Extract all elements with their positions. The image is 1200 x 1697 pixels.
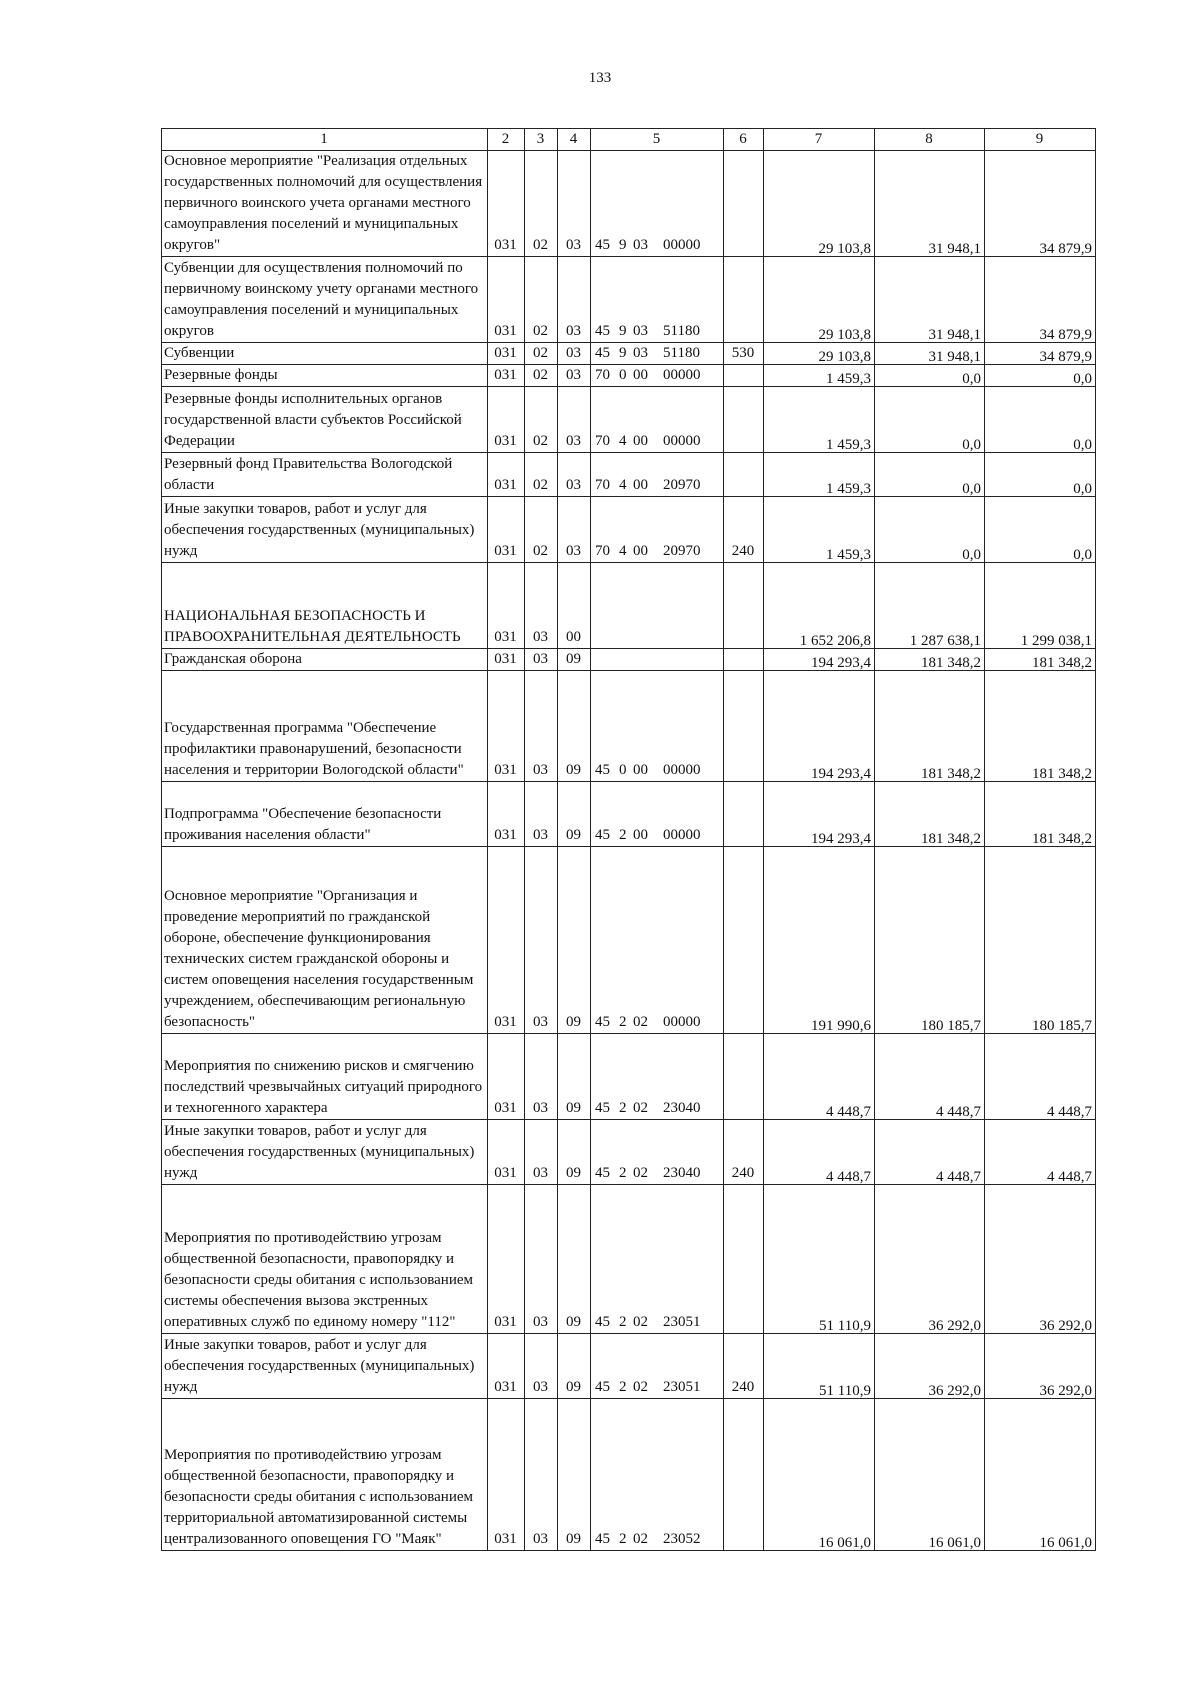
row-admin-code-cell: 031 — [488, 497, 525, 563]
row-amount-year1-cell — [764, 649, 875, 671]
target-code-part: 2 — [619, 1165, 627, 1181]
target-code-part: 00000 — [663, 237, 701, 253]
row-name-cell: Резервный фонд Правительства Вологодской области — [162, 453, 488, 497]
row-name-cell: Государственная программа "Обеспечение профилактики правонарушений, безопасности населения и территории Вологодской области" — [162, 671, 488, 782]
row-amount-year1-cell — [764, 847, 875, 1034]
row-target-code-cell — [591, 847, 724, 1034]
amount-value: 36 292,0 — [928, 1318, 981, 1334]
row-target-code-cell — [591, 365, 724, 387]
row-expense-type-cell — [724, 1034, 764, 1120]
row-admin-code-cell: 031 — [488, 343, 525, 365]
row-subsection-cell: 03 — [558, 257, 591, 343]
target-code-part: 4 — [619, 433, 627, 449]
amount-value: 0,0 — [962, 547, 981, 563]
row-name-cell: Резервные фонды — [162, 365, 488, 387]
row-amount-year2-cell — [875, 453, 985, 497]
row-target-code-cell — [591, 343, 724, 365]
amount-value: 0,0 — [1073, 437, 1092, 453]
row-amount-year3-cell — [985, 847, 1096, 1034]
row-name-cell: Резервные фонды исполнительных органов государственной власти субъектов Российской Федерации — [162, 387, 488, 453]
row-amount-year2-cell — [875, 497, 985, 563]
header-col-5: 5 — [591, 129, 724, 151]
row-amount-year3-cell — [985, 343, 1096, 365]
amount-value: 16 061,0 — [818, 1535, 871, 1551]
row-expense-type-cell — [724, 1185, 764, 1334]
row-expense-type-cell: 240 — [724, 1120, 764, 1185]
table-body — [162, 129, 1096, 1551]
row-amount-year3-cell — [985, 151, 1096, 257]
row-amount-year1-cell — [764, 563, 875, 649]
table-row — [162, 847, 1096, 1034]
row-amount-year3-cell — [985, 365, 1096, 387]
target-code-part: 4 — [619, 543, 627, 559]
row-amount-year1-cell — [764, 671, 875, 782]
row-amount-year3-cell — [985, 497, 1096, 563]
row-amount-year2-cell — [875, 847, 985, 1034]
table-header-row — [162, 129, 1096, 151]
target-code-part: 0 — [619, 367, 627, 383]
row-target-code-cell — [591, 1399, 724, 1551]
row-amount-year1-cell — [764, 782, 875, 847]
row-subsection-cell: 09 — [558, 1334, 591, 1399]
row-amount-year3-cell — [985, 1120, 1096, 1185]
row-amount-year1-cell — [764, 453, 875, 497]
amount-value: 1 459,3 — [826, 547, 871, 563]
row-expense-type-cell — [724, 847, 764, 1034]
target-code-part: 9 — [619, 345, 627, 361]
amount-value: 31 948,1 — [928, 327, 981, 343]
target-code-part: 00 — [633, 762, 648, 778]
table-row — [162, 151, 1096, 257]
row-subsection-cell: 03 — [558, 343, 591, 365]
table-row — [162, 343, 1096, 365]
row-section-cell: 03 — [525, 1399, 558, 1551]
row-target-code-cell — [591, 649, 724, 671]
table-row — [162, 497, 1096, 563]
amount-value: 4 448,7 — [1047, 1104, 1092, 1120]
target-code-part: 00000 — [663, 433, 701, 449]
target-code-part: 02 — [633, 1379, 648, 1395]
row-amount-year1-cell — [764, 387, 875, 453]
target-code-part: 00 — [633, 477, 648, 493]
row-admin-code-cell: 031 — [488, 649, 525, 671]
row-subsection-cell: 03 — [558, 365, 591, 387]
row-target-code-cell — [591, 782, 724, 847]
row-amount-year1-cell — [764, 1034, 875, 1120]
row-subsection-cell: 09 — [558, 782, 591, 847]
row-amount-year2-cell — [875, 365, 985, 387]
amount-value: 4 448,7 — [936, 1104, 981, 1120]
target-code-part: 2 — [619, 1531, 627, 1547]
amount-value: 51 110,9 — [819, 1383, 871, 1399]
row-amount-year3-cell — [985, 782, 1096, 847]
row-amount-year3-cell — [985, 563, 1096, 649]
target-code-part: 23051 — [663, 1314, 701, 1330]
row-amount-year1-cell — [764, 497, 875, 563]
row-admin-code-cell: 031 — [488, 1185, 525, 1334]
target-code-part: 23052 — [663, 1531, 701, 1547]
row-amount-year3-cell — [985, 1034, 1096, 1120]
row-subsection-cell: 03 — [558, 151, 591, 257]
amount-value: 29 103,8 — [818, 241, 871, 257]
target-code-part: 03 — [633, 237, 648, 253]
row-target-code-cell — [591, 1185, 724, 1334]
target-code-part: 9 — [619, 237, 627, 253]
row-expense-type-cell — [724, 671, 764, 782]
target-code-part: 2 — [619, 1314, 627, 1330]
row-amount-year3-cell — [985, 1399, 1096, 1551]
table-row — [162, 365, 1096, 387]
target-code-part: 03 — [633, 345, 648, 361]
row-target-code-cell — [591, 151, 724, 257]
target-code-part: 70 — [595, 367, 610, 383]
row-amount-year1-cell — [764, 151, 875, 257]
row-amount-year1-cell — [764, 1334, 875, 1399]
table-row — [162, 257, 1096, 343]
row-name-cell: Иные закупки товаров, работ и услуг для обеспечения государственных (муниципальных) нужд — [162, 1334, 488, 1399]
row-name-cell: Иные закупки товаров, работ и услуг для обеспечения государственных (муниципальных) нужд — [162, 497, 488, 563]
amount-value: 34 879,9 — [1039, 349, 1092, 365]
row-section-cell: 02 — [525, 497, 558, 563]
row-subsection-cell: 09 — [558, 1185, 591, 1334]
row-target-code-cell — [591, 497, 724, 563]
row-subsection-cell: 09 — [558, 649, 591, 671]
row-amount-year2-cell — [875, 151, 985, 257]
row-section-cell: 02 — [525, 343, 558, 365]
target-code-part: 2 — [619, 827, 627, 843]
row-admin-code-cell: 031 — [488, 453, 525, 497]
row-amount-year1-cell — [764, 365, 875, 387]
header-col-3: 3 — [525, 129, 558, 151]
row-section-cell: 03 — [525, 563, 558, 649]
row-amount-year2-cell — [875, 671, 985, 782]
target-code-part: 4 — [619, 477, 627, 493]
row-section-cell: 03 — [525, 1120, 558, 1185]
row-expense-type-cell — [724, 387, 764, 453]
row-section-cell: 03 — [525, 671, 558, 782]
target-code-part: 00 — [633, 433, 648, 449]
row-subsection-cell: 03 — [558, 453, 591, 497]
header-col-8: 8 — [875, 129, 985, 151]
target-code-part: 00 — [633, 367, 648, 383]
row-section-cell: 03 — [525, 1185, 558, 1334]
target-code-part: 02 — [633, 1100, 648, 1116]
amount-value: 181 348,2 — [1032, 655, 1092, 671]
target-code-part: 70 — [595, 543, 610, 559]
row-expense-type-cell — [724, 257, 764, 343]
row-admin-code-cell: 031 — [488, 782, 525, 847]
row-amount-year2-cell — [875, 1399, 985, 1551]
row-expense-type-cell: 240 — [724, 1334, 764, 1399]
row-section-cell: 03 — [525, 649, 558, 671]
target-code-part: 45 — [595, 762, 610, 778]
table-row — [162, 1120, 1096, 1185]
row-amount-year3-cell — [985, 1334, 1096, 1399]
row-amount-year2-cell — [875, 1034, 985, 1120]
table-row — [162, 1185, 1096, 1334]
row-admin-code-cell: 031 — [488, 1034, 525, 1120]
table-row — [162, 1034, 1096, 1120]
row-section-cell: 03 — [525, 847, 558, 1034]
amount-value: 1 299 038,1 — [1020, 633, 1092, 649]
row-name-cell: Основное мероприятие "Организация и проведение мероприятий по гражданской обороне, обеспечение функционирования технических систем гражданской обороны и систем оповещения населения государственным учреждением, обеспечивающим региональную безопасность" — [162, 847, 488, 1034]
budget-table — [161, 128, 1096, 1551]
table-row — [162, 453, 1096, 497]
row-name-cell: Субвенции — [162, 343, 488, 365]
row-target-code-cell — [591, 1034, 724, 1120]
target-code-part: 45 — [595, 323, 610, 339]
amount-value: 194 293,4 — [811, 655, 871, 671]
amount-value: 34 879,9 — [1039, 241, 1092, 257]
target-code-part: 45 — [595, 1014, 610, 1030]
table-row — [162, 649, 1096, 671]
row-subsection-cell: 00 — [558, 563, 591, 649]
row-name-cell: Субвенции для осуществления полномочий по первичному воинскому учету органами местного самоуправления поселений и муниципальных округов — [162, 257, 488, 343]
amount-value: 1 287 638,1 — [909, 633, 981, 649]
row-target-code-cell — [591, 671, 724, 782]
row-amount-year3-cell — [985, 257, 1096, 343]
row-amount-year2-cell — [875, 1334, 985, 1399]
row-section-cell: 02 — [525, 387, 558, 453]
row-expense-type-cell — [724, 1399, 764, 1551]
target-code-part: 70 — [595, 433, 610, 449]
row-admin-code-cell: 031 — [488, 1399, 525, 1551]
table-row — [162, 1334, 1096, 1399]
row-amount-year3-cell — [985, 671, 1096, 782]
target-code-part: 02 — [633, 1014, 648, 1030]
row-target-code-cell — [591, 257, 724, 343]
amount-value: 51 110,9 — [819, 1318, 871, 1334]
amount-value: 191 990,6 — [811, 1018, 871, 1034]
header-col-7: 7 — [764, 129, 875, 151]
table-row — [162, 782, 1096, 847]
target-code-part: 02 — [633, 1531, 648, 1547]
amount-value: 181 348,2 — [921, 831, 981, 847]
target-code-part: 02 — [633, 1314, 648, 1330]
row-amount-year2-cell — [875, 563, 985, 649]
row-admin-code-cell: 031 — [488, 671, 525, 782]
amount-value: 4 448,7 — [1047, 1169, 1092, 1185]
row-subsection-cell: 03 — [558, 387, 591, 453]
target-code-part: 00 — [633, 827, 648, 843]
target-code-part: 70 — [595, 477, 610, 493]
target-code-part: 20970 — [663, 477, 701, 493]
row-admin-code-cell: 031 — [488, 365, 525, 387]
row-subsection-cell: 09 — [558, 1120, 591, 1185]
amount-value: 194 293,4 — [811, 766, 871, 782]
row-section-cell: 03 — [525, 1034, 558, 1120]
amount-value: 181 348,2 — [1032, 831, 1092, 847]
target-code-part: 2 — [619, 1379, 627, 1395]
amount-value: 16 061,0 — [928, 1535, 981, 1551]
row-name-cell: Подпрограмма "Обеспечение безопасности проживания населения области" — [162, 782, 488, 847]
row-name-cell: Мероприятия по противодействию угрозам общественной безопасности, правопорядку и безопасности среды обитания с использованием территориальной автоматизированной системы централизованного оповещения ГО "Маяк" — [162, 1399, 488, 1551]
row-subsection-cell: 09 — [558, 1034, 591, 1120]
row-amount-year3-cell — [985, 387, 1096, 453]
row-name-cell: Основное мероприятие "Реализация отдельных государственных полномочий для осуществления первичного воинского учета органами местного самоуправления поселений и муниципальных округов" — [162, 151, 488, 257]
row-amount-year3-cell — [985, 453, 1096, 497]
target-code-part: 23040 — [663, 1100, 701, 1116]
target-code-part: 20970 — [663, 543, 701, 559]
target-code-part: 02 — [633, 1165, 648, 1181]
row-admin-code-cell: 031 — [488, 151, 525, 257]
target-code-part: 45 — [595, 237, 610, 253]
amount-value: 16 061,0 — [1039, 1535, 1092, 1551]
target-code-part: 2 — [619, 1100, 627, 1116]
row-subsection-cell: 09 — [558, 1399, 591, 1551]
amount-value: 29 103,8 — [818, 349, 871, 365]
row-section-cell: 02 — [525, 257, 558, 343]
row-amount-year1-cell — [764, 1185, 875, 1334]
header-col-9: 9 — [985, 129, 1096, 151]
target-code-part: 00 — [633, 543, 648, 559]
table-row — [162, 563, 1096, 649]
amount-value: 31 948,1 — [928, 349, 981, 365]
row-expense-type-cell — [724, 649, 764, 671]
row-amount-year3-cell — [985, 1185, 1096, 1334]
row-amount-year1-cell — [764, 257, 875, 343]
row-name-cell: Мероприятия по противодействию угрозам общественной безопасности, правопорядку и безопасности среды обитания с использованием системы обеспечения вызова экстренных оперативных служб по единому номеру "112" — [162, 1185, 488, 1334]
target-code-part: 23051 — [663, 1379, 701, 1395]
row-expense-type-cell — [724, 151, 764, 257]
row-expense-type-cell — [724, 365, 764, 387]
table-row — [162, 671, 1096, 782]
amount-value: 181 348,2 — [1032, 766, 1092, 782]
amount-value: 1 459,3 — [826, 481, 871, 497]
target-code-part: 00000 — [663, 762, 701, 778]
amount-value: 180 185,7 — [1032, 1018, 1092, 1034]
row-target-code-cell — [591, 453, 724, 497]
amount-value: 0,0 — [962, 481, 981, 497]
row-expense-type-cell: 530 — [724, 343, 764, 365]
amount-value: 4 448,7 — [826, 1104, 871, 1120]
target-code-part: 45 — [595, 1314, 610, 1330]
target-code-part: 45 — [595, 827, 610, 843]
target-code-part: 9 — [619, 323, 627, 339]
row-subsection-cell: 09 — [558, 847, 591, 1034]
amount-value: 1 459,3 — [826, 437, 871, 453]
row-amount-year2-cell — [875, 782, 985, 847]
amount-value: 36 292,0 — [928, 1383, 981, 1399]
row-name-cell: Иные закупки товаров, работ и услуг для обеспечения государственных (муниципальных) нужд — [162, 1120, 488, 1185]
target-code-part: 45 — [595, 1100, 610, 1116]
row-amount-year2-cell — [875, 343, 985, 365]
amount-value: 181 348,2 — [921, 766, 981, 782]
row-name-cell: Мероприятия по снижению рисков и смягчению последствий чрезвычайных ситуаций природного и техногенного характера — [162, 1034, 488, 1120]
target-code-part: 00000 — [663, 1014, 701, 1030]
row-target-code-cell — [591, 563, 724, 649]
row-expense-type-cell — [724, 453, 764, 497]
amount-value: 36 292,0 — [1039, 1318, 1092, 1334]
row-expense-type-cell: 240 — [724, 497, 764, 563]
row-expense-type-cell — [724, 563, 764, 649]
target-code-part: 45 — [595, 1531, 610, 1547]
target-code-part: 2 — [619, 1014, 627, 1030]
target-code-part: 45 — [595, 1379, 610, 1395]
row-admin-code-cell: 031 — [488, 1120, 525, 1185]
header-col-6: 6 — [724, 129, 764, 151]
row-admin-code-cell: 031 — [488, 1334, 525, 1399]
table-row — [162, 387, 1096, 453]
row-admin-code-cell: 031 — [488, 847, 525, 1034]
target-code-part: 03 — [633, 323, 648, 339]
target-code-part: 45 — [595, 345, 610, 361]
target-code-part: 51180 — [663, 323, 700, 339]
amount-value: 36 292,0 — [1039, 1383, 1092, 1399]
row-section-cell: 02 — [525, 151, 558, 257]
amount-value: 181 348,2 — [921, 655, 981, 671]
row-admin-code-cell: 031 — [488, 387, 525, 453]
target-code-part: 0 — [619, 762, 627, 778]
row-section-cell: 02 — [525, 365, 558, 387]
row-name-cell: Гражданская оборона — [162, 649, 488, 671]
amount-value: 4 448,7 — [936, 1169, 981, 1185]
row-section-cell: 03 — [525, 1334, 558, 1399]
target-code-part: 51180 — [663, 345, 700, 361]
header-col-2: 2 — [488, 129, 525, 151]
amount-value: 1 652 206,8 — [799, 633, 871, 649]
row-expense-type-cell — [724, 782, 764, 847]
row-subsection-cell: 09 — [558, 671, 591, 782]
row-subsection-cell: 03 — [558, 497, 591, 563]
amount-value: 0,0 — [962, 371, 981, 387]
target-code-part: 00000 — [663, 827, 701, 843]
amount-value: 4 448,7 — [826, 1169, 871, 1185]
row-amount-year1-cell — [764, 343, 875, 365]
row-target-code-cell — [591, 387, 724, 453]
row-amount-year1-cell — [764, 1399, 875, 1551]
amount-value: 0,0 — [1073, 547, 1092, 563]
amount-value: 29 103,8 — [818, 327, 871, 343]
row-amount-year2-cell — [875, 1120, 985, 1185]
row-amount-year2-cell — [875, 649, 985, 671]
target-code-part: 23040 — [663, 1165, 701, 1181]
row-section-cell: 02 — [525, 453, 558, 497]
row-admin-code-cell: 031 — [488, 563, 525, 649]
header-col-1: 1 — [162, 129, 488, 151]
amount-value: 31 948,1 — [928, 241, 981, 257]
row-amount-year2-cell — [875, 257, 985, 343]
row-amount-year3-cell — [985, 649, 1096, 671]
amount-value: 34 879,9 — [1039, 327, 1092, 343]
row-target-code-cell — [591, 1334, 724, 1399]
row-amount-year2-cell — [875, 1185, 985, 1334]
row-admin-code-cell: 031 — [488, 257, 525, 343]
table-row — [162, 1399, 1096, 1551]
amount-value: 0,0 — [962, 437, 981, 453]
amount-value: 1 459,3 — [826, 371, 871, 387]
row-section-cell: 03 — [525, 782, 558, 847]
page-number: 133 — [588, 70, 612, 86]
row-amount-year1-cell — [764, 1120, 875, 1185]
row-amount-year2-cell — [875, 387, 985, 453]
header-col-4: 4 — [558, 129, 591, 151]
amount-value: 194 293,4 — [811, 831, 871, 847]
row-name-cell: НАЦИОНАЛЬНАЯ БЕЗОПАСНОСТЬ И ПРАВООХРАНИТЕЛЬНАЯ ДЕЯТЕЛЬНОСТЬ — [162, 563, 488, 649]
amount-value: 0,0 — [1073, 371, 1092, 387]
row-target-code-cell — [591, 1120, 724, 1185]
target-code-part: 00000 — [663, 367, 701, 383]
amount-value: 0,0 — [1073, 481, 1092, 497]
amount-value: 180 185,7 — [921, 1018, 981, 1034]
target-code-part: 45 — [595, 1165, 610, 1181]
